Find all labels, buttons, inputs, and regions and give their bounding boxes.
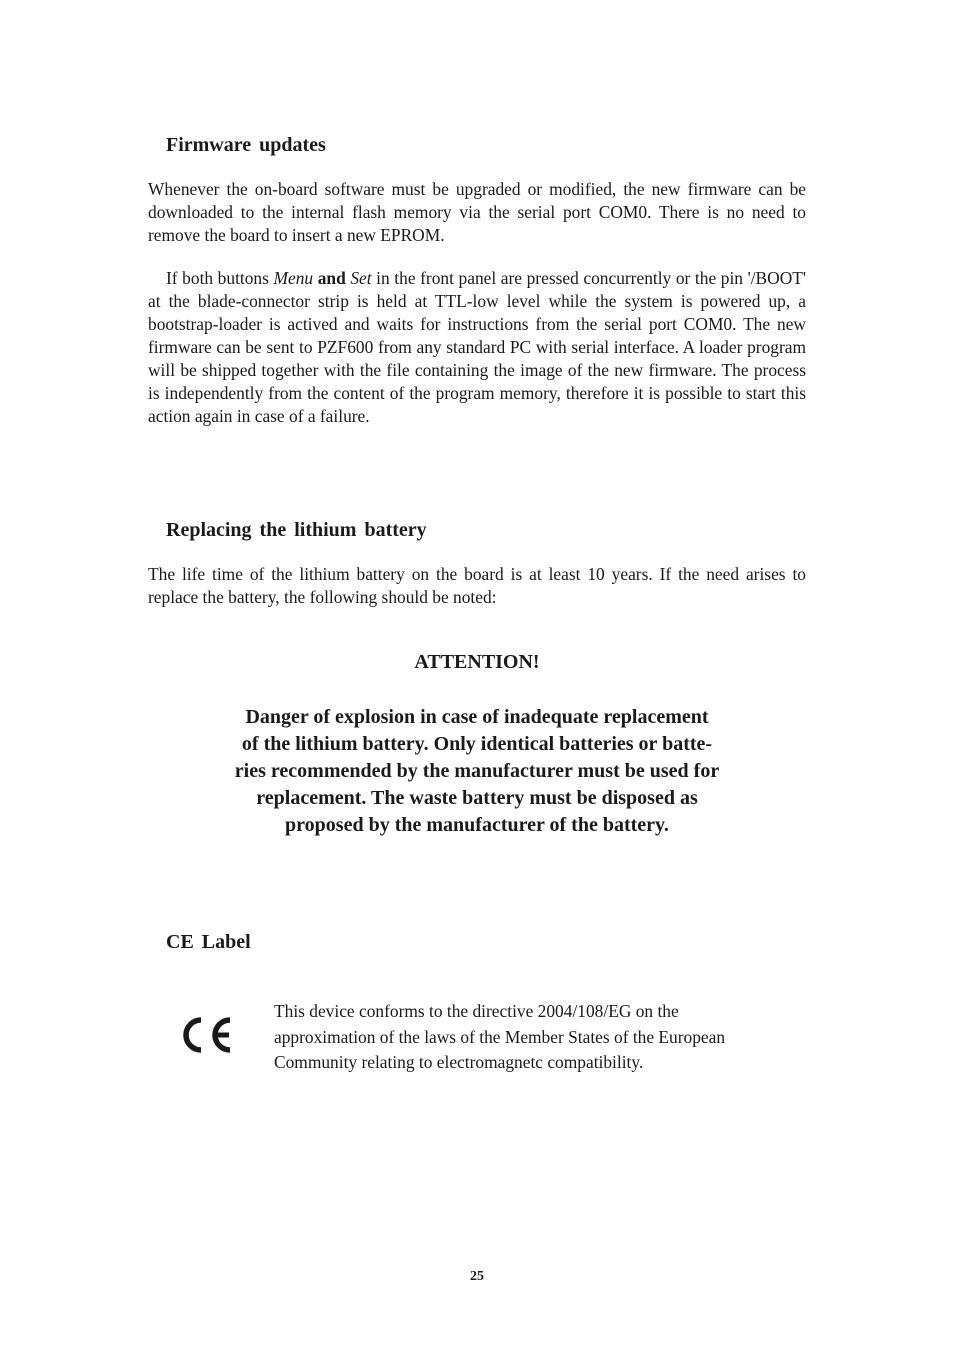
attention-line: of the lithium battery. Only identical batteries or batte- xyxy=(241,733,713,755)
attention-line: replacement. The waste battery must be disposed as xyxy=(256,787,698,809)
attention-warning xyxy=(200,704,754,839)
firmware-paragraph-1: Whenever the on-board software must be upgraded or modified, the new firmware can be downloaded to the internal flash memory via the serial port COM0. There is no need to remove the board to insert a new EPROM. xyxy=(148,179,806,245)
attention-line: Danger of explosion in case of inadequate replacement xyxy=(245,706,709,728)
attention-line: proposed by the manufacturer of the battery. xyxy=(285,814,669,836)
firmware-paragraph-2 xyxy=(148,267,806,428)
attention-line: ries recommended by the manufacturer must be used for xyxy=(234,760,720,782)
set-button-label: Set xyxy=(350,268,372,288)
battery-paragraph: The life time of the lithium battery on the board is at least 10 years. If the need arises to replace the battery, the following should be noted: xyxy=(148,564,806,607)
and-text: and xyxy=(313,268,351,288)
ce-description xyxy=(274,999,794,1076)
menu-button-label: Menu xyxy=(273,268,314,288)
page-number: 25 xyxy=(470,1269,484,1284)
ce-line: approximation of the laws of the Member States of the European xyxy=(274,1026,726,1047)
para2-prefix: If both buttons xyxy=(166,268,274,288)
para2-rest: in the front panel are pressed concurrently or the pin '/BOOT' at the blade-connector strip is held at TTL-low level while the system is powered up, a bootstrap-loader is actived and waits for instructions from the serial port COM0. The new firmware can be sent to PZF600 from any standard PC with serial interface. A loader program will be shipped together with the file containing the image of the new firmware. The process is independently from the content of the program memory, therefore it is possible to start this action again in case of a failure. xyxy=(148,268,807,426)
ce-mark-icon xyxy=(180,1014,234,1056)
ce-line: Community relating to electromagnetc compatibility. xyxy=(274,1052,644,1072)
battery-heading: Replacing the lithium battery xyxy=(166,519,427,541)
attention-title: ATTENTION! xyxy=(414,651,540,673)
ce-heading: CE Label xyxy=(166,931,251,953)
firmware-heading: Firmware updates xyxy=(166,134,326,156)
ce-line: This device conforms to the directive 2004/108/EG on the xyxy=(274,1001,679,1021)
